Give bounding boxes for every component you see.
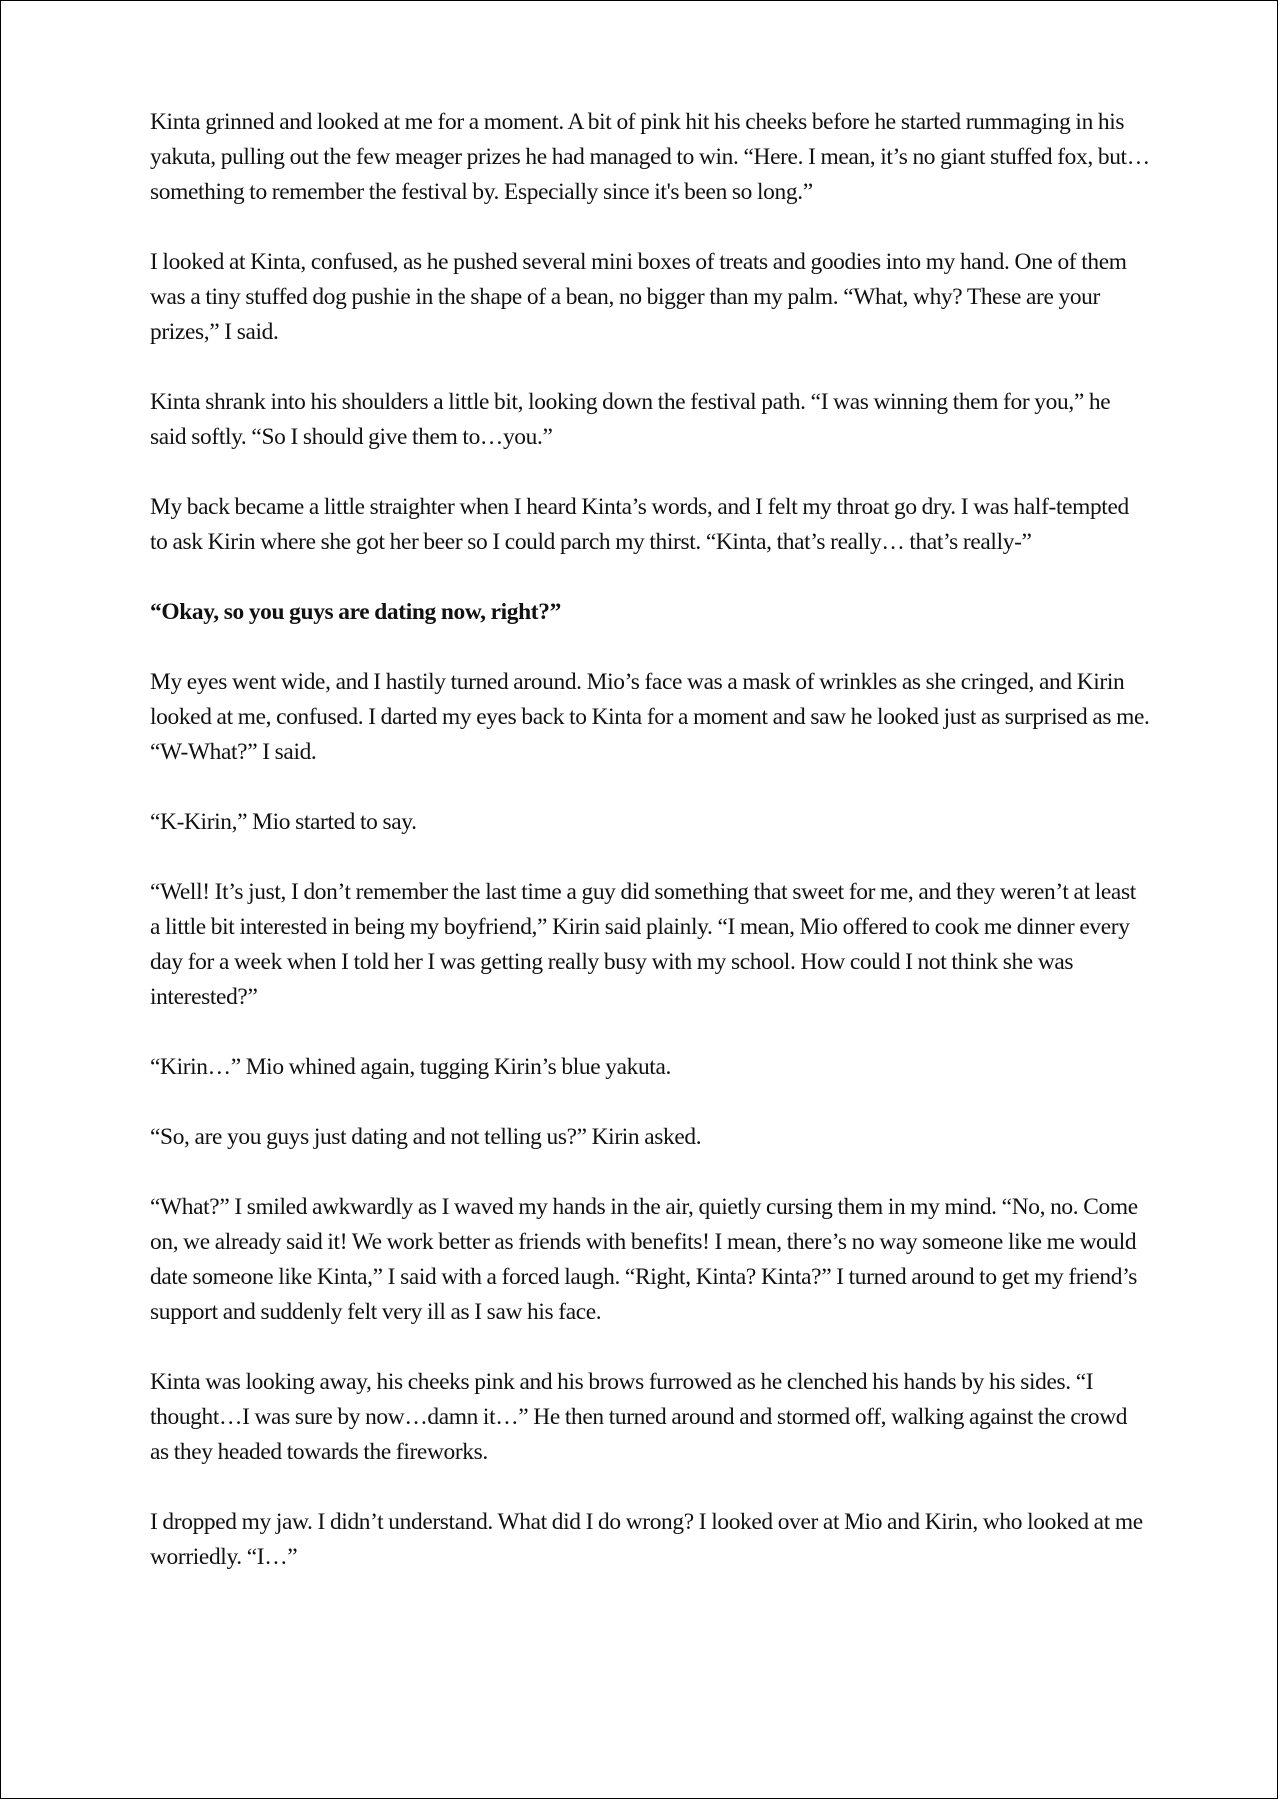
paragraph: “K-Kirin,” Mio started to say. bbox=[150, 809, 417, 835]
paragraph: “Well! It’s just, I don’t remember the last time a guy did something that sweet for me, and they weren’t at least a little bit interested in being my boyfriend,” Kirin said plainly. “I mean, Mio offered to cook me dinner every day for a week when I told her I was getting really busy with my school. How could I not think she was interested?” bbox=[150, 879, 1136, 1010]
paragraph: Kinta shrank into his shoulders a little bit, looking down the festival path. “I was winning them for you,” he said softly. “So I should give them to…you.” bbox=[150, 389, 1111, 450]
paragraph: I dropped my jaw. I didn’t understand. What did I do wrong? I looked over at Mio and Kirin, who looked at me worriedly. “I…” bbox=[150, 1509, 1143, 1570]
paragraph: “What?” I smiled awkwardly as I waved my hands in the air, quietly cursing them in my mind. “No, no. Come on, we already said it! We work better as friends with benefits! I mean, there’s no way someone like me would date someone like Kinta,” I said with a forced laugh. “Right, Kinta? Kinta?” I turned around to get my friend’s support and suddenly felt very ill as I saw his face. bbox=[150, 1194, 1138, 1325]
paragraph: Kinta was looking away, his cheeks pink and his brows furrowed as he clenched his hands by his sides. “I thought…I was sure by now…damn it…” He then turned around and stormed off, walking against the crowd as they headed towards the fireworks. bbox=[150, 1369, 1128, 1465]
body-text bbox=[150, 105, 1150, 1610]
paragraph: “So, are you guys just dating and not telling us?” Kirin asked. bbox=[150, 1124, 702, 1150]
paragraph: Kinta grinned and looked at me for a moment. A bit of pink hit his cheeks before he started rummaging in his yakuta, pulling out the few meager prizes he had managed to win. “Here. I mean, it’s no giant stuffed fox, but…something to remember the festival by. Especially since it's been so long.” bbox=[150, 109, 1150, 205]
bold-dialogue-paragraph: “Okay, so you guys are dating now, right?” bbox=[150, 599, 561, 625]
paragraph: My eyes went wide, and I hastily turned around. Mio’s face was a mask of wrinkles as she cringed, and Kirin looked at me, confused. I darted my eyes back to Kinta for a moment and saw he looked just as surprised as me. “W-What?” I said. bbox=[150, 669, 1150, 765]
paragraph: I looked at Kinta, confused, as he pushed several mini boxes of treats and goodies into my hand. One of them was a tiny stuffed dog pushie in the shape of a bean, no bigger than my palm. “What, why? These are your prizes,” I said. bbox=[150, 249, 1127, 345]
paragraph: My back became a little straighter when I heard Kinta’s words, and I felt my throat go dry. I was half-tempted to ask Kirin where she got her beer so I could parch my thirst. “Kinta, that’s really… that’s really-” bbox=[150, 494, 1129, 555]
paragraph: “Kirin…” Mio whined again, tugging Kirin’s blue yakuta. bbox=[150, 1054, 671, 1080]
